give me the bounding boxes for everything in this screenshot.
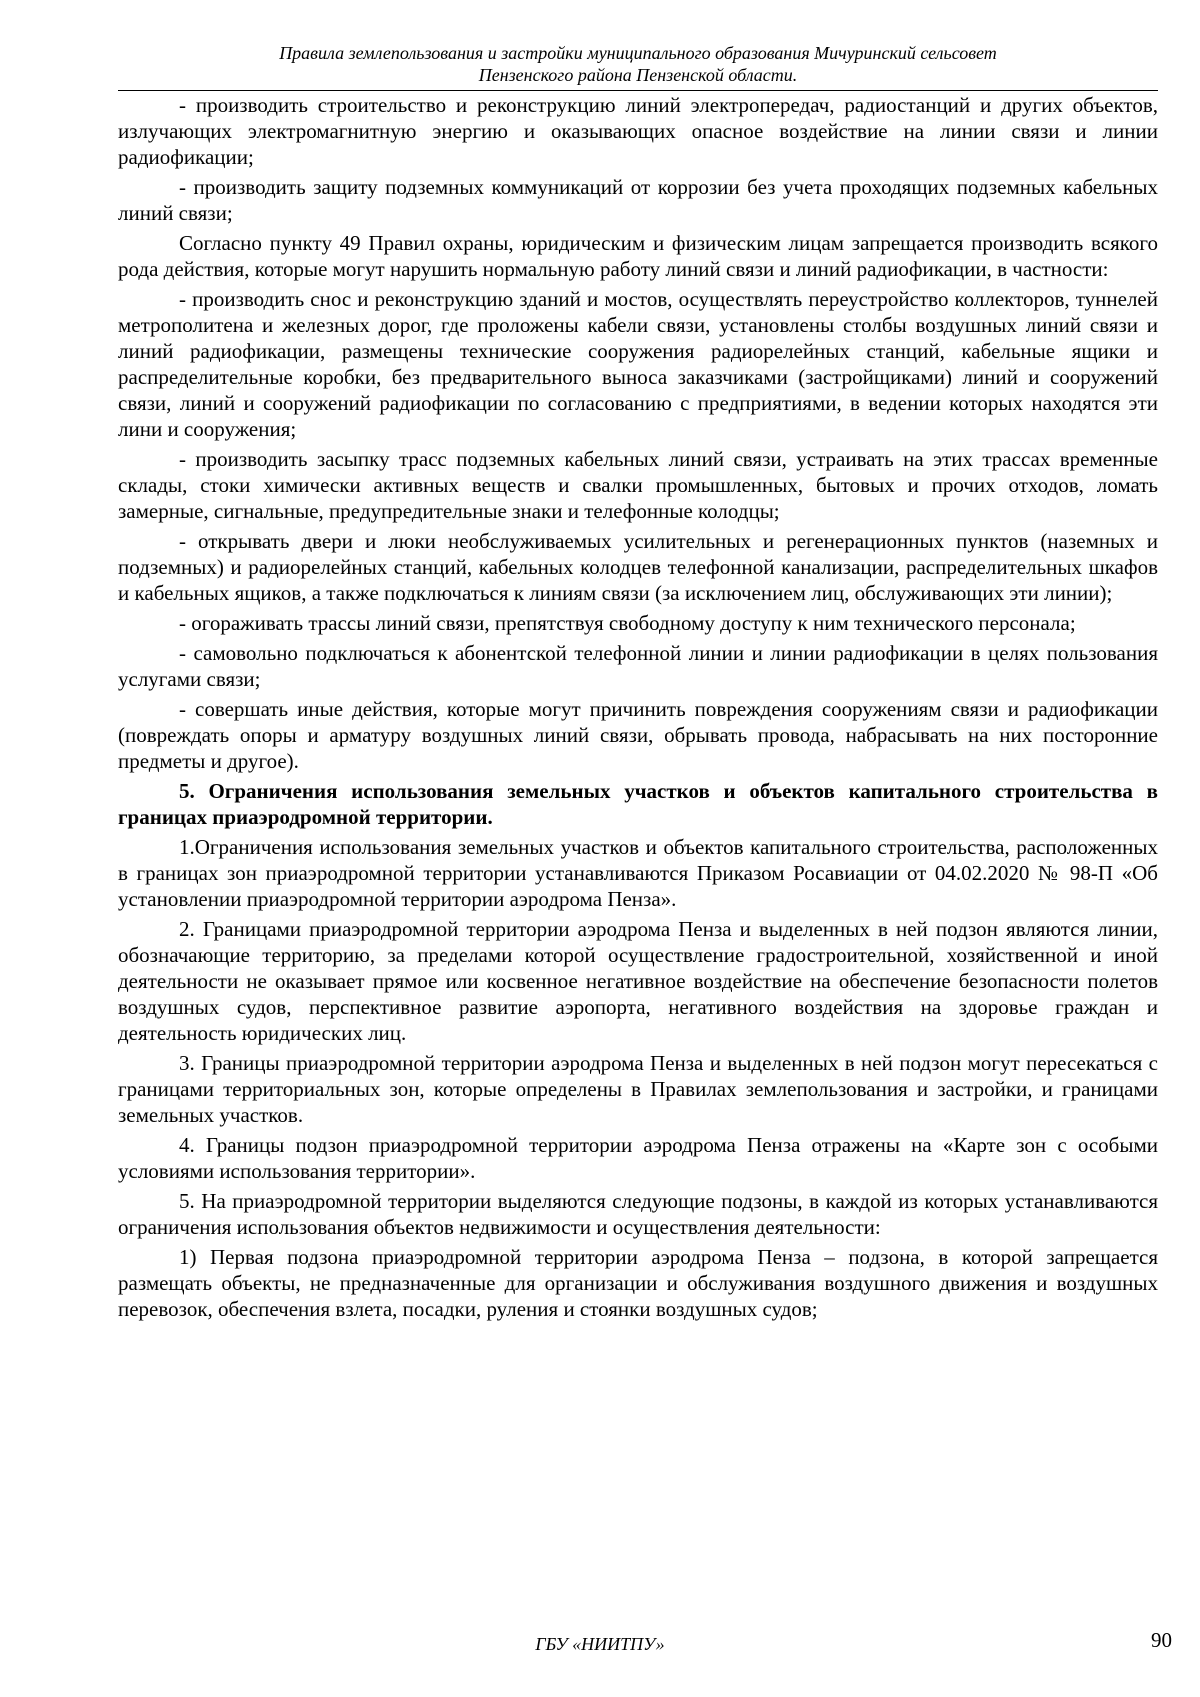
paragraph: - производить снос и реконструкцию зданий и мостов, осуществлять переустройство коллекторов, туннелей метрополитена и железных дорог, где проложены кабели связи, установлены столбы воздушных линий связи и линий радиофикации, размещены технические сооружения радиорелейных станций, кабельные ящики и распределительные коробки, без предварительного выноса заказчиками (застройщиками) линий и сооружений связи, линий и сооружений радиофикации по согласованию с предприятиями, в ведении которых находятся эти лини и сооружения; <box>118 287 1158 441</box>
header-divider <box>118 90 1158 91</box>
paragraph: - открывать двери и люки необслуживаемых усилительных и регенерационных пунктов (наземных и подземных) и радиорелейных станций, кабельных колодцев телефонной канализации, распределительных шкафов и кабельных ящиков, а также подключаться к линиям связи (за исключением лиц, обслуживающих эти линии); <box>118 529 1158 605</box>
paragraph: - огораживать трассы линий связи, препятствуя свободному доступу к ним технического персонала; <box>179 611 1076 635</box>
header-line-1: Правила землепользования и застройки муниципального образования Мичуринский сельсовет <box>279 43 997 63</box>
section-heading: 5. Ограничения использования земельных участков и объектов капитального строительства в границах приаэродромной территории. <box>118 779 1158 829</box>
paragraph: Согласно пункту 49 Правил охраны, юридическим и физическим лицам запрещается производить всякого рода действия, которые могут нарушить нормальную работу линий связи и линий радиофикации, в частности: <box>118 231 1158 281</box>
paragraph: - самовольно подключаться к абонентской телефонной линии и линии радиофикации в целях пользования услугами связи; <box>118 641 1158 691</box>
page-header <box>118 42 1158 86</box>
paragraph: - совершать иные действия, которые могут причинить повреждения сооружениям связи и радиофикации (повреждать опоры и арматуру воздушных линий связи, обрывать провода, набрасывать на них посторонние предметы и другое). <box>118 697 1158 773</box>
paragraph: - производить строительство и реконструкцию линий электропередач, радиостанций и других объектов, излучающих электромагнитную энергию и оказывающих опасное воздействие на линии связи и линии радиофикации; <box>118 93 1158 169</box>
section-paragraph: 1) Первая подзона приаэродромной территории аэродрома Пенза – подзона, в которой запрещается размещать объекты, не предназначенные для организации и обслуживания воздушного движения и воздушных перевозок, обеспечения взлета, посадки, руления и стоянки воздушных судов; <box>118 1245 1158 1321</box>
page-footer <box>0 1630 1200 1660</box>
section-paragraph: 4. Границы подзон приаэродромной территории аэродрома Пенза отражены на «Карте зон с особыми условиями использования территории». <box>118 1133 1158 1183</box>
section-paragraph: 1.Ограничения использования земельных участков и объектов капитального строительства, расположенных в границах зон приаэродромной территории устанавливаются Приказом Росавиации от 04.02.2020 № 98-П «Об установлении приаэродромной территории аэродрома Пенза». <box>118 835 1158 911</box>
section-paragraph: 5. На приаэродромной территории выделяются следующие подзоны, в каждой из которых устанавливаются ограничения использования объектов недвижимости и осуществления деятельности: <box>118 1189 1158 1239</box>
document-body <box>118 92 1158 1326</box>
header-line-2: Пензенского района Пензенской области. <box>478 65 798 85</box>
paragraph: - производить защиту подземных коммуникаций от коррозии без учета проходящих подземных кабельных линий связи; <box>118 175 1158 225</box>
paragraph: - производить засыпку трасс подземных кабельных линий связи, устраивать на этих трассах временные склады, стоки химически активных веществ и свалки промышленных, бытовых и прочих отходов, ломать замерные, сигнальные, предупредительные знаки и телефонные колодцы; <box>118 447 1158 523</box>
footer-organization: ГБУ «НИИТПУ» <box>535 1634 665 1654</box>
section-paragraph: 2. Границами приаэродромной территории аэродрома Пенза и выделенных в ней подзон являются линии, обозначающие территорию, за пределами которой осуществление градостроительной, хозяйственной и иной деятельности не оказывает прямое или косвенное негативное воздействие на обеспечение безопасности полетов воздушных судов, перспективное развитие аэропорта, негативного воздействия на здоровье граждан и деятельность юридических лиц. <box>118 917 1158 1045</box>
page-number: 90 <box>1151 1628 1172 1652</box>
section-paragraph: 3. Границы приаэродромной территории аэродрома Пенза и выделенных в ней подзон могут пересекаться с границами территориальных зон, которые определены в Правилах землепользования и застройки, и границами земельных участков. <box>118 1051 1158 1127</box>
